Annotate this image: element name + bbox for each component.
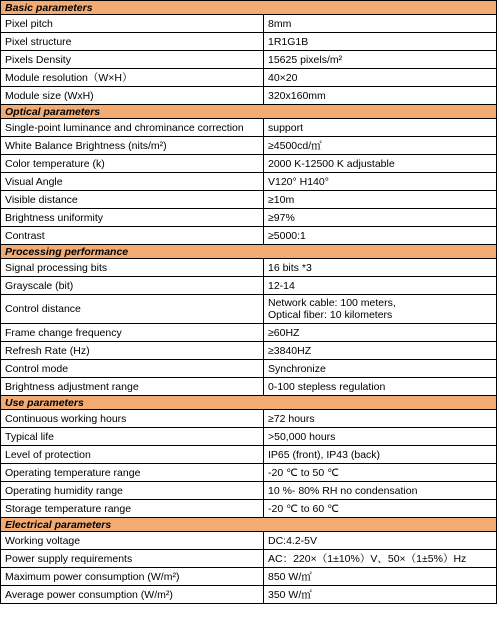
parameter-value-text: 350 W/㎡ bbox=[268, 588, 312, 601]
parameter-label: Visible distance bbox=[1, 191, 264, 209]
parameter-value bbox=[264, 209, 497, 227]
table-row bbox=[1, 428, 497, 446]
section-title: Processing performance bbox=[1, 245, 497, 259]
parameter-value-text: DC:4.2-5V bbox=[268, 534, 318, 547]
parameter-value bbox=[264, 137, 497, 155]
parameter-value bbox=[264, 33, 497, 51]
table-row bbox=[1, 342, 497, 360]
parameter-value bbox=[264, 446, 497, 464]
parameter-label: Pixel structure bbox=[1, 33, 264, 51]
parameter-value-text: -20 ℃ to 50 ℃ bbox=[268, 466, 339, 479]
table-row bbox=[1, 227, 497, 245]
section-header-row bbox=[1, 518, 497, 532]
parameter-value bbox=[264, 482, 497, 500]
parameter-value-text: ≥4500cd/㎡ bbox=[268, 139, 322, 152]
parameter-label: Continuous working hours bbox=[1, 410, 264, 428]
parameter-label: Operating temperature range bbox=[1, 464, 264, 482]
parameter-label: Power supply requirements bbox=[1, 550, 264, 568]
table-row bbox=[1, 259, 497, 277]
parameter-value-text: V120° H140° bbox=[268, 175, 329, 188]
parameter-label: Average power consumption (W/m²) bbox=[1, 586, 264, 604]
parameter-value-text: ≥5000:1 bbox=[268, 229, 306, 242]
parameter-value bbox=[264, 87, 497, 105]
parameter-value-text: AC：220×（1±10%）V、50×（1±5%）Hz bbox=[268, 552, 467, 565]
table-row bbox=[1, 87, 497, 105]
section-header-row bbox=[1, 105, 497, 119]
table-row bbox=[1, 33, 497, 51]
table-row bbox=[1, 209, 497, 227]
parameter-value-text: IP65 (front), IP43 (back) bbox=[268, 448, 381, 461]
parameter-value bbox=[264, 550, 497, 568]
parameter-label: Working voltage bbox=[1, 532, 264, 550]
parameter-value-text: 2000 K-12500 K adjustable bbox=[268, 157, 395, 170]
spec-table-body bbox=[1, 1, 497, 604]
parameter-value bbox=[264, 69, 497, 87]
parameter-label: Operating humidity range bbox=[1, 482, 264, 500]
parameter-label: Control distance bbox=[1, 295, 264, 324]
parameter-value bbox=[264, 586, 497, 604]
table-row bbox=[1, 15, 497, 33]
parameter-label: Storage temperature range bbox=[1, 500, 264, 518]
table-row bbox=[1, 446, 497, 464]
parameter-label: Pixel pitch bbox=[1, 15, 264, 33]
table-row bbox=[1, 360, 497, 378]
table-row bbox=[1, 586, 497, 604]
parameter-value bbox=[264, 360, 497, 378]
parameter-value bbox=[264, 173, 497, 191]
parameter-label: Brightness uniformity bbox=[1, 209, 264, 227]
parameter-value-text: ≥97% bbox=[268, 211, 295, 224]
parameter-value bbox=[264, 428, 497, 446]
table-row bbox=[1, 550, 497, 568]
parameter-label: Frame change frequency bbox=[1, 324, 264, 342]
parameter-value bbox=[264, 155, 497, 173]
parameter-label: Level of protection bbox=[1, 446, 264, 464]
table-row bbox=[1, 69, 497, 87]
parameter-label: Control mode bbox=[1, 360, 264, 378]
parameter-value bbox=[264, 259, 497, 277]
table-row bbox=[1, 137, 497, 155]
table-row bbox=[1, 500, 497, 518]
parameter-value-text: ≥10m bbox=[268, 193, 295, 206]
parameter-value bbox=[264, 500, 497, 518]
parameter-value-text: ≥60HZ bbox=[268, 326, 300, 339]
parameter-value bbox=[264, 191, 497, 209]
parameter-value-text: support bbox=[268, 121, 304, 134]
parameter-label: Color temperature (k) bbox=[1, 155, 264, 173]
parameter-value bbox=[264, 532, 497, 550]
parameter-value bbox=[264, 568, 497, 586]
section-header-row bbox=[1, 245, 497, 259]
parameter-value-text: Network cable: 100 meters, Optical fiber: 10 kilometers bbox=[268, 297, 396, 321]
parameter-value bbox=[264, 378, 497, 396]
table-row bbox=[1, 568, 497, 586]
section-title: Use parameters bbox=[1, 396, 497, 410]
parameter-value bbox=[264, 295, 497, 324]
parameter-value bbox=[264, 15, 497, 33]
parameter-value-text: 40×20 bbox=[268, 71, 298, 84]
parameter-label: White Balance Brightness (nits/m²) bbox=[1, 137, 264, 155]
parameter-value-text: -20 ℃ to 60 ℃ bbox=[268, 502, 339, 515]
parameter-value bbox=[264, 342, 497, 360]
parameter-value-text: ≥3840HZ bbox=[268, 344, 312, 357]
table-row bbox=[1, 482, 497, 500]
parameter-value-text: 10 %- 80% RH no condensation bbox=[268, 484, 418, 497]
parameter-value-text: 850 W/㎡ bbox=[268, 570, 312, 583]
table-row bbox=[1, 324, 497, 342]
parameter-value bbox=[264, 464, 497, 482]
parameter-value-text: 0-100 stepless regulation bbox=[268, 380, 386, 393]
parameter-value-text: 15625 pixels/m² bbox=[268, 53, 343, 66]
parameter-label: Single-point luminance and chrominance correction bbox=[1, 119, 264, 137]
table-row bbox=[1, 464, 497, 482]
parameter-value-text: Synchronize bbox=[268, 362, 326, 375]
parameter-value-text: >50,000 hours bbox=[268, 430, 336, 443]
parameter-value-text: 320x160mm bbox=[268, 89, 326, 102]
table-row bbox=[1, 155, 497, 173]
parameter-value-text: 16 bits *3 bbox=[268, 261, 312, 274]
parameter-value bbox=[264, 51, 497, 69]
section-title: Basic parameters bbox=[1, 1, 497, 15]
parameter-value bbox=[264, 324, 497, 342]
table-row bbox=[1, 119, 497, 137]
parameter-label: Module size (WxH) bbox=[1, 87, 264, 105]
parameter-value-text: 1R1G1B bbox=[268, 35, 309, 48]
table-row bbox=[1, 277, 497, 295]
parameter-label: Signal processing bits bbox=[1, 259, 264, 277]
table-row bbox=[1, 532, 497, 550]
table-row bbox=[1, 410, 497, 428]
table-row bbox=[1, 191, 497, 209]
parameter-label: Pixels Density bbox=[1, 51, 264, 69]
parameter-value-text: 8mm bbox=[268, 17, 292, 30]
section-header-row bbox=[1, 1, 497, 15]
table-row bbox=[1, 51, 497, 69]
parameter-label: Maximum power consumption (W/m²) bbox=[1, 568, 264, 586]
parameter-label: Contrast bbox=[1, 227, 264, 245]
table-row bbox=[1, 378, 497, 396]
section-title: Optical parameters bbox=[1, 105, 497, 119]
section-title: Electrical parameters bbox=[1, 518, 497, 532]
parameter-value bbox=[264, 119, 497, 137]
parameter-value bbox=[264, 227, 497, 245]
parameter-value bbox=[264, 410, 497, 428]
table-row bbox=[1, 295, 497, 324]
parameter-label: Module resolution（W×H） bbox=[1, 69, 264, 87]
parameter-label: Refresh Rate (Hz) bbox=[1, 342, 264, 360]
parameter-value bbox=[264, 277, 497, 295]
table-row bbox=[1, 173, 497, 191]
parameter-label: Brightness adjustment range bbox=[1, 378, 264, 396]
parameter-label: Typical life bbox=[1, 428, 264, 446]
parameter-value-text: ≥72 hours bbox=[268, 412, 315, 425]
parameter-label: Visual Angle bbox=[1, 173, 264, 191]
section-header-row bbox=[1, 396, 497, 410]
parameter-label: Grayscale (bit) bbox=[1, 277, 264, 295]
parameter-value-text: 12-14 bbox=[268, 279, 295, 292]
